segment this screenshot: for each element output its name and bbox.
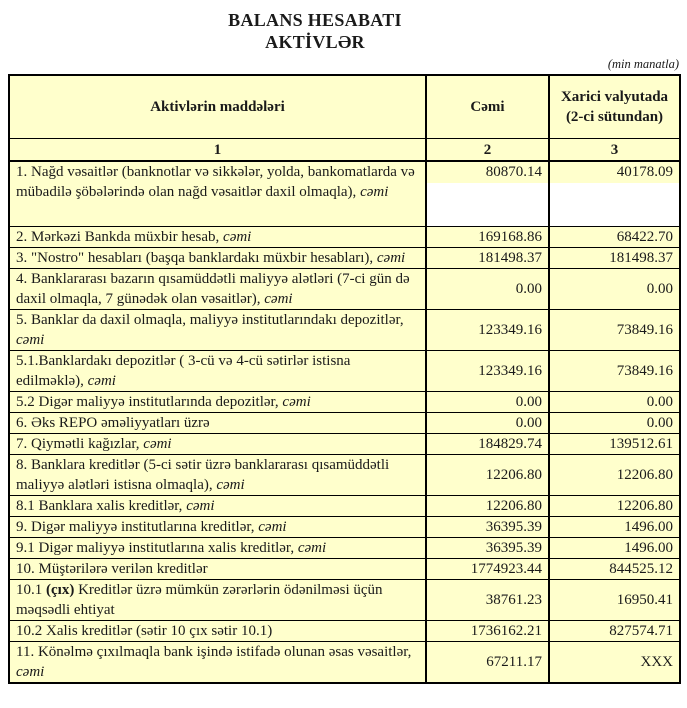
row-label-main: 9. Digər maliyyə institutlarına kreditlər, <box>16 518 259 535</box>
row-label-main: 5.1.Banklardakı depozitlər ( 3-cü və 4-cü sətirlər istisna edilməklə), <box>16 352 351 389</box>
table-row <box>9 226 680 247</box>
total-value-cell: 36395.39 <box>426 537 549 558</box>
header-row <box>9 75 680 139</box>
row-label-italic: cəmi <box>376 249 406 266</box>
table-row <box>9 412 680 433</box>
row-label-main: 10.2 Xalis kreditlər (sətir 10 çıx sətir 10.1) <box>16 622 273 639</box>
row-label-main: 5.2 Digər maliyyə institutlarında depozitlər, <box>16 393 283 410</box>
row-label-italic: cəmi <box>186 497 215 514</box>
row-label-cell <box>9 433 426 454</box>
row-label-main: 7. Qiymətli kağızlar, <box>16 435 144 452</box>
total-value-cell: 12206.80 <box>426 454 549 495</box>
table-row <box>9 516 680 537</box>
row-label-cell <box>9 558 426 579</box>
row-label-cell <box>9 226 426 247</box>
header-total: Cəmi <box>426 75 549 139</box>
table-row <box>9 454 680 495</box>
header-items: Aktivlərin maddələri <box>9 75 426 139</box>
table-row <box>9 350 680 391</box>
page-subtitle: AKTİVLƏR <box>265 32 365 52</box>
row-label-main: 6. Əks REPO əməliyyatları üzrə <box>16 414 210 431</box>
row-label-cell <box>9 516 426 537</box>
table-row <box>9 495 680 516</box>
table-row <box>9 391 680 412</box>
foreign-value-cell: 73849.16 <box>549 309 680 350</box>
row-label-cell <box>9 161 426 226</box>
row-label-prefix: 10.1 <box>16 581 46 598</box>
row-label-italic: cəmi <box>216 476 245 493</box>
table-row <box>9 558 680 579</box>
page-title-block <box>0 0 630 53</box>
total-value-cell: 181498.37 <box>426 247 549 268</box>
total-value-cell: 1774923.44 <box>426 558 549 579</box>
table-row <box>9 641 680 683</box>
table-row <box>9 620 680 641</box>
total-value-cell: 123349.16 <box>426 350 549 391</box>
row-label-cell <box>9 247 426 268</box>
row-label-italic: cəmi <box>264 290 293 307</box>
row-label-main: 5. Banklar da daxil olmaqla, maliyyə institutlarındakı depozitlər, <box>16 311 404 328</box>
foreign-value-cell: 40178.09 <box>549 161 680 226</box>
foreign-value-cell: XXX <box>549 641 680 683</box>
foreign-value-cell: 12206.80 <box>549 495 680 516</box>
row-label-cell <box>9 620 426 641</box>
foreign-value-cell: 844525.12 <box>549 558 680 579</box>
row-label-italic: cəmi <box>16 331 45 348</box>
row-label-italic: cəmi <box>360 184 389 200</box>
total-value-cell: 80870.14 <box>426 161 549 226</box>
table-row <box>9 579 680 620</box>
row-label-main: 8.1 Banklara xalis kreditlər, <box>16 497 187 514</box>
total-value-cell: 67211.17 <box>426 641 549 683</box>
table-row <box>9 161 680 226</box>
total-value-cell: 12206.80 <box>426 495 549 516</box>
table-row <box>9 309 680 350</box>
column-number-3: 3 <box>549 139 680 162</box>
total-value-cell: 123349.16 <box>426 309 549 350</box>
row-label-italic: cəmi <box>143 435 172 452</box>
row-label-main: Kreditlər üzrə mümkün zərərlərin ödənilməsi üçün məqsədli ehtiyat <box>16 581 383 618</box>
column-number-row <box>9 139 680 162</box>
row-label-main: 10. Müştərilərə verilən kreditlər <box>16 560 208 577</box>
row-label-cell <box>9 309 426 350</box>
total-value-cell: 0.00 <box>426 391 549 412</box>
total-value-cell: 1736162.21 <box>426 620 549 641</box>
row-label-main: 2. Mərkəzi Bankda müxbir hesab, <box>16 228 224 245</box>
foreign-value-cell: 12206.80 <box>549 454 680 495</box>
row-label-main: 3. "Nostro" hesabları (başqa banklardakı müxbir hesabları), <box>16 249 377 266</box>
row-label-bold: (çıx) <box>46 581 75 598</box>
table-row <box>9 433 680 454</box>
table-row <box>9 537 680 558</box>
row-label-italic: cəmi <box>87 372 116 389</box>
row-label-cell <box>9 350 426 391</box>
table-row <box>9 247 680 268</box>
foreign-value-cell: 16950.41 <box>549 579 680 620</box>
foreign-value-cell: 181498.37 <box>549 247 680 268</box>
page-title: BALANS HESABATI <box>228 10 402 30</box>
row-label-cell <box>9 579 426 620</box>
foreign-value-cell: 1496.00 <box>549 537 680 558</box>
row-label-italic: cəmi <box>16 663 45 680</box>
row-label-cell <box>9 268 426 309</box>
foreign-value-cell: 139512.61 <box>549 433 680 454</box>
row-label-cell <box>9 495 426 516</box>
row-label-main: 1. Nağd vəsaitlər (banknotlar və sikkələr, yolda, bankomatlarda və mübadilə şöbələrində olan nağd vəsaitlər daxil olmaqla), <box>16 164 415 200</box>
table-row <box>9 268 680 309</box>
row-label-main: 4. Banklararası bazarın qısamüddətli maliyyə alətləri (7-ci gün də daxil olmaqla, 7 günədək olan vəsaitlər), <box>16 270 410 307</box>
balance-table <box>8 74 681 684</box>
row-label-cell <box>9 641 426 683</box>
column-number-2: 2 <box>426 139 549 162</box>
total-value-cell: 36395.39 <box>426 516 549 537</box>
header-foreign: Xarici valyutada (2-ci sütundan) <box>549 75 680 139</box>
row-label-main: 11. Könəlmə çıxılmaqla bank işində istifadə olunan əsas vəsaitlər, <box>16 643 412 660</box>
total-value-cell: 184829.74 <box>426 433 549 454</box>
unit-note: (min manatla) <box>607 57 679 71</box>
foreign-value-cell: 827574.71 <box>549 620 680 641</box>
foreign-value-cell: 0.00 <box>549 268 680 309</box>
total-value-cell: 0.00 <box>426 268 549 309</box>
row-label-cell <box>9 454 426 495</box>
foreign-value-cell: 68422.70 <box>549 226 680 247</box>
foreign-value-cell: 73849.16 <box>549 350 680 391</box>
foreign-value-cell: 0.00 <box>549 412 680 433</box>
foreign-value-cell: 0.00 <box>549 391 680 412</box>
row-label-italic: cəmi <box>223 228 252 245</box>
row-label-main: 9.1 Digər maliyyə institutlarına xalis kreditlər, <box>16 539 298 556</box>
foreign-value-cell: 1496.00 <box>549 516 680 537</box>
total-value-cell: 169168.86 <box>426 226 549 247</box>
column-number-1: 1 <box>9 139 426 162</box>
total-value-cell: 38761.23 <box>426 579 549 620</box>
row-label-italic: cəmi <box>258 518 287 535</box>
row-label-cell <box>9 391 426 412</box>
total-value-cell: 0.00 <box>426 412 549 433</box>
row-label-cell <box>9 537 426 558</box>
row-label-cell <box>9 412 426 433</box>
row-label-italic: cəmi <box>282 393 311 410</box>
row-label-italic: cəmi <box>297 539 327 556</box>
row-label-main: 8. Banklara kreditlər (5-ci sətir üzrə banklararası qısamüddətli maliyyə alətləri istisna olmaqla), <box>16 456 390 493</box>
